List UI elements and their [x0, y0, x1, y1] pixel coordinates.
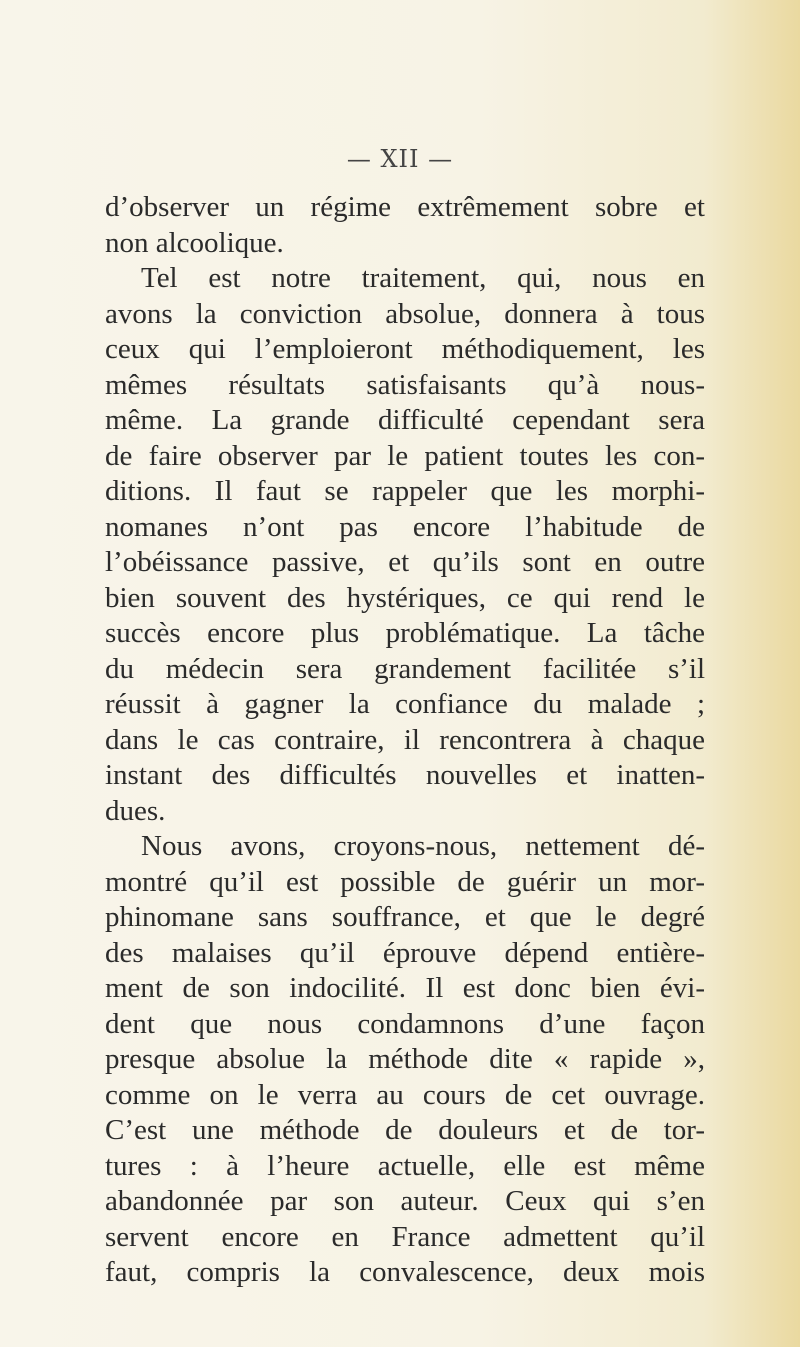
text-line: avons la conviction absolue, donnera à tous	[105, 297, 705, 330]
text-line: comme on le verra au cours de cet ouvrage.	[105, 1078, 705, 1111]
text-line: des malaises qu’il éprouve dépend entière-	[105, 936, 705, 969]
text-line: dent que nous condamnons d’une façon	[105, 1007, 705, 1040]
text-line: instant des difficultés nouvelles et inatten-	[105, 759, 705, 791]
text-line: non alcoolique.	[105, 226, 284, 259]
text-line: ceux qui l’emploieront méthodiquement, les	[105, 333, 705, 365]
text-line: réussit à gagner la confiance du malade ;	[105, 688, 705, 720]
text-line: nomanes n’ont pas encore l’habitude de	[105, 510, 705, 543]
text-line: succès encore plus problématique. La tâche	[105, 617, 705, 649]
text-line: d’observer un régime extrêmement sobre et	[105, 191, 705, 223]
text-line: l’obéissance passive, et qu’ils sont en outre	[105, 546, 705, 578]
text-line: C’est une méthode de douleurs et de tor-	[105, 1114, 705, 1146]
text-line: ment de son indocilité. Il est donc bien évi-	[105, 972, 705, 1004]
text-line: montré qu’il est possible de guérir un mor-	[105, 865, 705, 898]
text-line: tures : à l’heure actuelle, elle est même	[105, 1149, 705, 1182]
text-line: presque absolue la méthode dite « rapide »,	[105, 1043, 705, 1075]
text-line: du médecin sera grandement facilitée s’il	[105, 652, 705, 685]
text-line: ditions. Il faut se rappeler que les morphi-	[105, 475, 705, 507]
page-number: — XII —	[346, 145, 454, 173]
text-line: Tel est notre traitement, qui, nous en	[141, 262, 705, 294]
text-line: dans le cas contraire, il rencontrera à chaque	[105, 723, 705, 756]
text-line: servent encore en France admettent qu’il	[105, 1220, 705, 1253]
text-line: même. La grande difficulté cependant sera	[105, 404, 705, 436]
text-line: dues.	[105, 794, 166, 827]
body-text	[105, 190, 705, 1291]
text-line: bien souvent des hystériques, ce qui rend le	[105, 581, 705, 614]
text-line: mêmes résultats satisfaisants qu’à nous-	[105, 368, 705, 401]
text-line: de faire observer par le patient toutes les con-	[105, 439, 705, 472]
text-line: Nous avons, croyons-nous, nettement dé-	[141, 830, 705, 862]
text-line: faut, compris la convalescence, deux mois	[105, 1256, 705, 1288]
text-line: abandonnée par son auteur. Ceux qui s’en	[105, 1185, 705, 1217]
text-line: phinomane sans souffrance, et que le degré	[105, 901, 705, 933]
